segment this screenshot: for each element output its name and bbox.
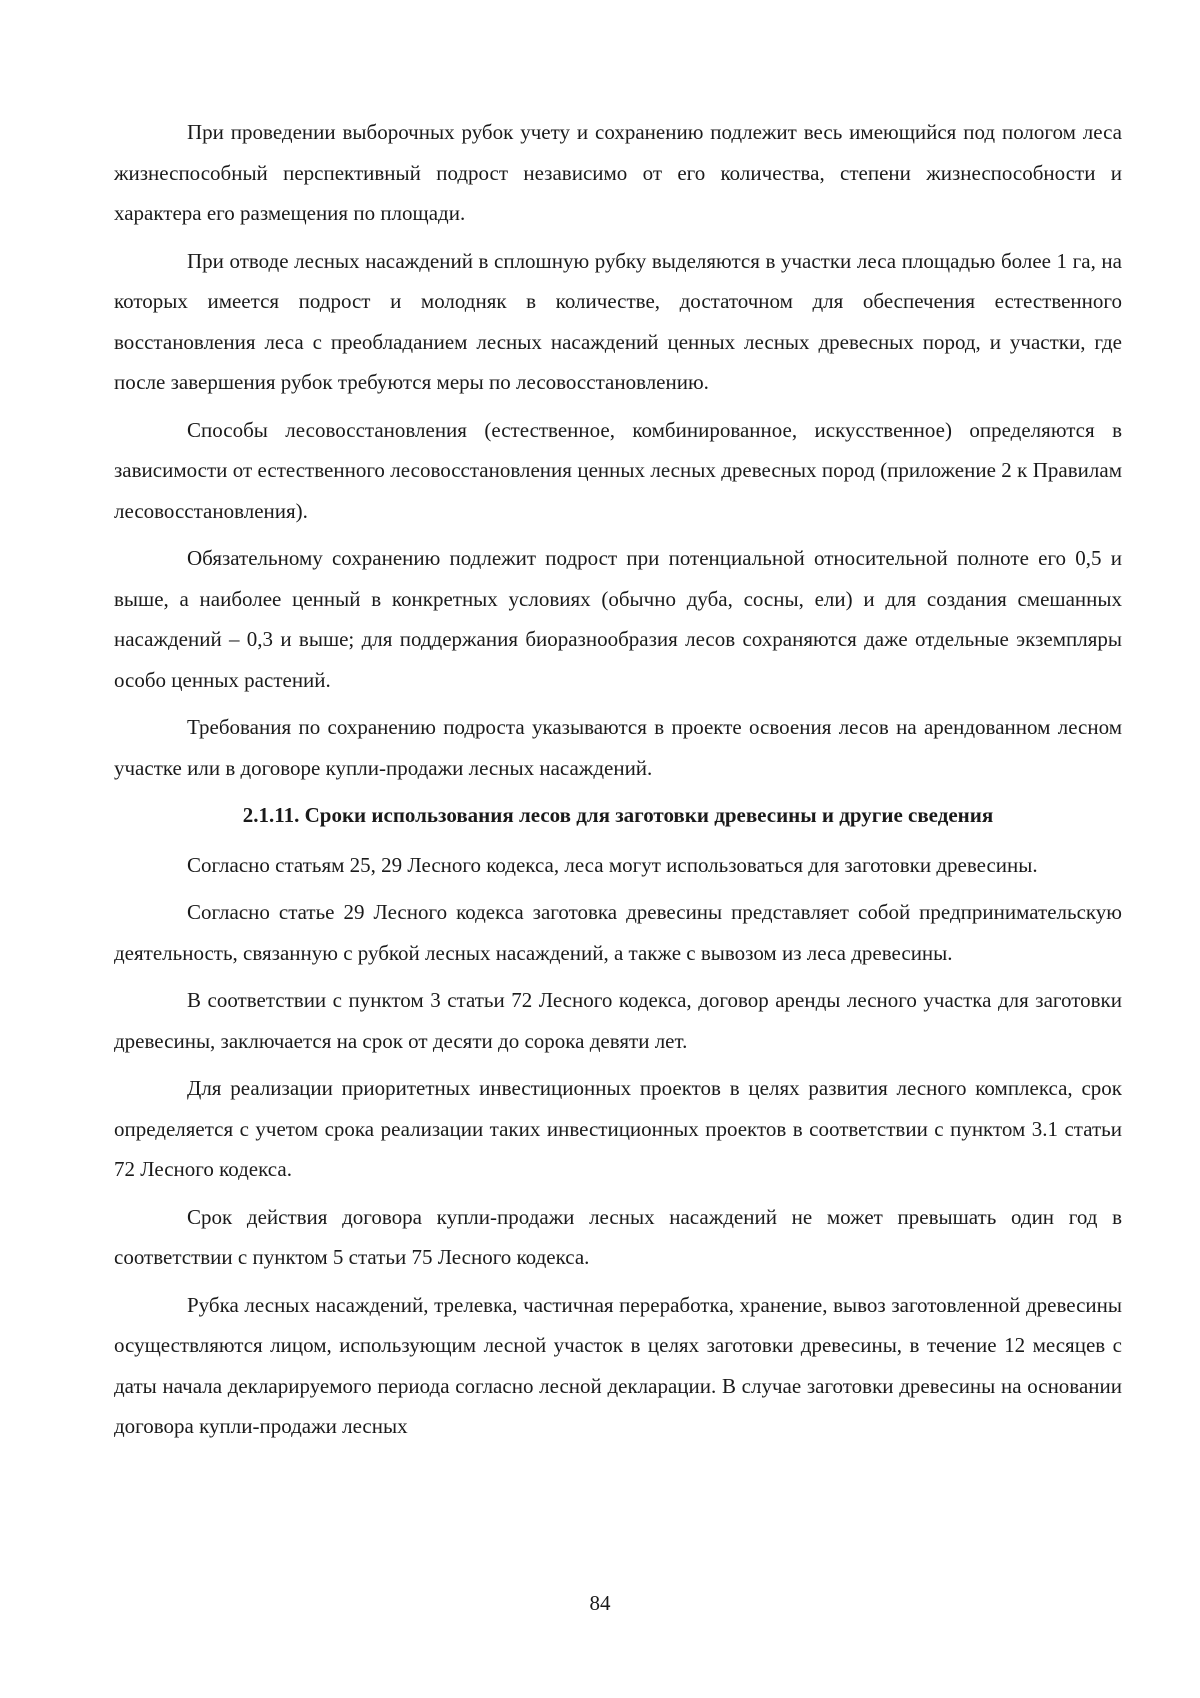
paragraph-preservation-requirements: Требования по сохранению подроста указываются в проекте освоения лесов на арендованном лесном участке или в договоре купли-продажи лесных насаждений. [114, 715, 1122, 780]
page-number: 84 [589, 1591, 611, 1615]
paragraph-lease-term: В соответствии с пунктом 3 статьи 72 Лесного кодекса, договор аренды лесного участка для заготовки древесины, заключается на срок от десяти до сорока девяти лет. [114, 988, 1122, 1053]
section-heading: 2.1.11. Сроки использования лесов для заготовки древесины и другие сведения [242, 803, 994, 827]
paragraph-undergrowth-selective: При проведении выборочных рубок учету и сохранению подлежит весь имеющийся под пологом леса жизнеспособный перспективный подрост независимо от его количества, степени жизнеспособности и характера его размещения по площади. [114, 120, 1122, 225]
paragraph-clear-cut-allotment: При отводе лесных насаждений в сплошную рубку выделяются в участки леса площадью более 1 га, на которых имеется подрост и молодняк в количестве, достаточном для обеспечения естественного восстановления леса с преобладанием лесных насаждений ценных лесных древесных пород, и участки, где после завершения рубок требуются меры по лесовосстановлению. [114, 248, 1122, 394]
document-page [114, 112, 1122, 1454]
paragraph-mandatory-preservation: Обязательному сохранению подлежит подрост при потенциальной относительной полноте его 0,5 и выше, а наиболее ценный в конкретных условиях (обычно дуба, сосны, ели) и для создания смешанных насаждений – 0,3 и выше; для поддержания биоразнообразия лесов сохраняются даже отдельные экземпляры особо ценных растений. [114, 546, 1122, 692]
paragraph-investment-projects: Для реализации приоритетных инвестиционных проектов в целях развития лесного комплекса, срок определяется с учетом срока реализации таких инвестиционных проектов в соответствии с пунктом 3.1 статьи 72 Лесного кодекса. [114, 1076, 1122, 1181]
paragraph-articles-25-29: Согласно статьям 25, 29 Лесного кодекса, леса могут использоваться для заготовки древесины. [187, 852, 1038, 877]
paragraph-sale-contract-term: Срок действия договора купли-продажи лесных насаждений не может превышать один год в соответствии с пунктом 5 статьи 75 Лесного кодекса. [114, 1204, 1122, 1269]
paragraph-reforestation-methods: Способы лесовосстановления (естественное, комбинированное, искусственное) определяются в зависимости от естественного лесовосстановления ценных лесных древесных пород (приложение 2 к Правилам лесовосстановления). [114, 417, 1122, 523]
paragraph-felling-timeline: Рубка лесных насаждений, трелевка, частичная переработка, хранение, вывоз заготовленной древесины осуществляются лицом, использующим лесной участок в целях заготовки древесины, в течение 12 месяцев с даты начала декларируемого периода согласно лесной декларации. В случае заготовки древесины на основании договора купли-продажи лесных [114, 1292, 1122, 1438]
paragraph-article-29: Согласно статье 29 Лесного кодекса заготовка древесины представляет собой предпринимательскую деятельность, связанную с рубкой лесных насаждений, а также с вывозом из леса древесины. [114, 900, 1122, 965]
